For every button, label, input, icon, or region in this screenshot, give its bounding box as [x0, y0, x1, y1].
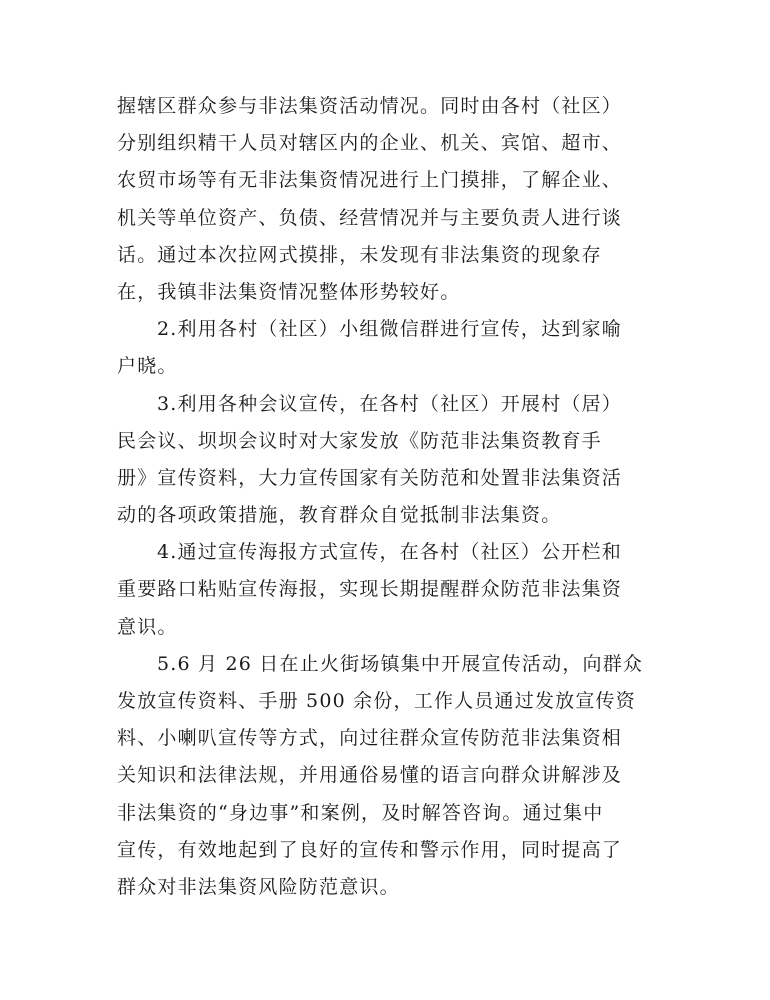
paragraph-first-line: 4.通过宣传海报方式宣传，在各村（社区）公开栏和 — [157, 541, 622, 564]
text-line: 动的各项政策措施，教育群众自觉抵制非法集资。 — [117, 504, 562, 527]
text-line: 户晓。 — [117, 355, 178, 378]
document-body — [117, 88, 644, 906]
paragraph-first-line: 5.6 月 26 日在止火街场镇集中开展宣传活动，向群众 — [157, 652, 644, 675]
text-line: 宣传，有效地起到了良好的宣传和警示作用，同时提高了 — [117, 838, 623, 861]
paragraph-first-line: 2.利用各村（社区）小组微信群进行宣传，达到家喻 — [157, 318, 622, 341]
text-line: 非法集资的“身边事”和案例，及时解答咨询。通过集中 — [117, 801, 604, 824]
paragraph-first-line: 3.利用各种会议宣传，在各村（社区）开展村（居） — [157, 392, 622, 415]
text-line: 重要路口粘贴宣传海报，实现长期提醒群众防范非法集资 — [117, 578, 623, 601]
text-line: 话。通过本次拉网式摸排，未发现有非法集资的现象存 — [117, 243, 602, 266]
text-line: 群众对非法集资风险防范意识。 — [117, 875, 400, 898]
text-line: 关知识和法律法规，并用通俗易懂的语言向群众讲解涉及 — [117, 764, 623, 787]
text-line: 料、小喇叭宣传等方式，向过往群众宣传防范非法集资相 — [117, 727, 623, 750]
text-line: 册》宣传资料，大力宣传国家有关防范和处置非法集资活 — [117, 466, 623, 489]
text-line: 意识。 — [117, 615, 178, 638]
text-line: 握辖区群众参与非法集资活动情况。同时由各村（社区） — [117, 95, 623, 117]
text-line: 农贸市场等有无非法集资情况进行上门摸排，了解企业、 — [117, 169, 623, 192]
text-line: 分别组织精干人员对辖区内的企业、机关、宾馆、超市、 — [117, 132, 623, 155]
text-line: 发放宣传资料、手册 500 余份，工作人员通过发放宣传资 — [117, 690, 636, 712]
text-line: 民会议、坝坝会议时对大家发放《防范非法集资教育手 — [117, 429, 602, 452]
text-line: 机关等单位资产、负债、经营情况并与主要负责人进行谈 — [117, 206, 623, 229]
text-line: 在，我镇非法集资情况整体形势较好。 — [117, 280, 461, 303]
